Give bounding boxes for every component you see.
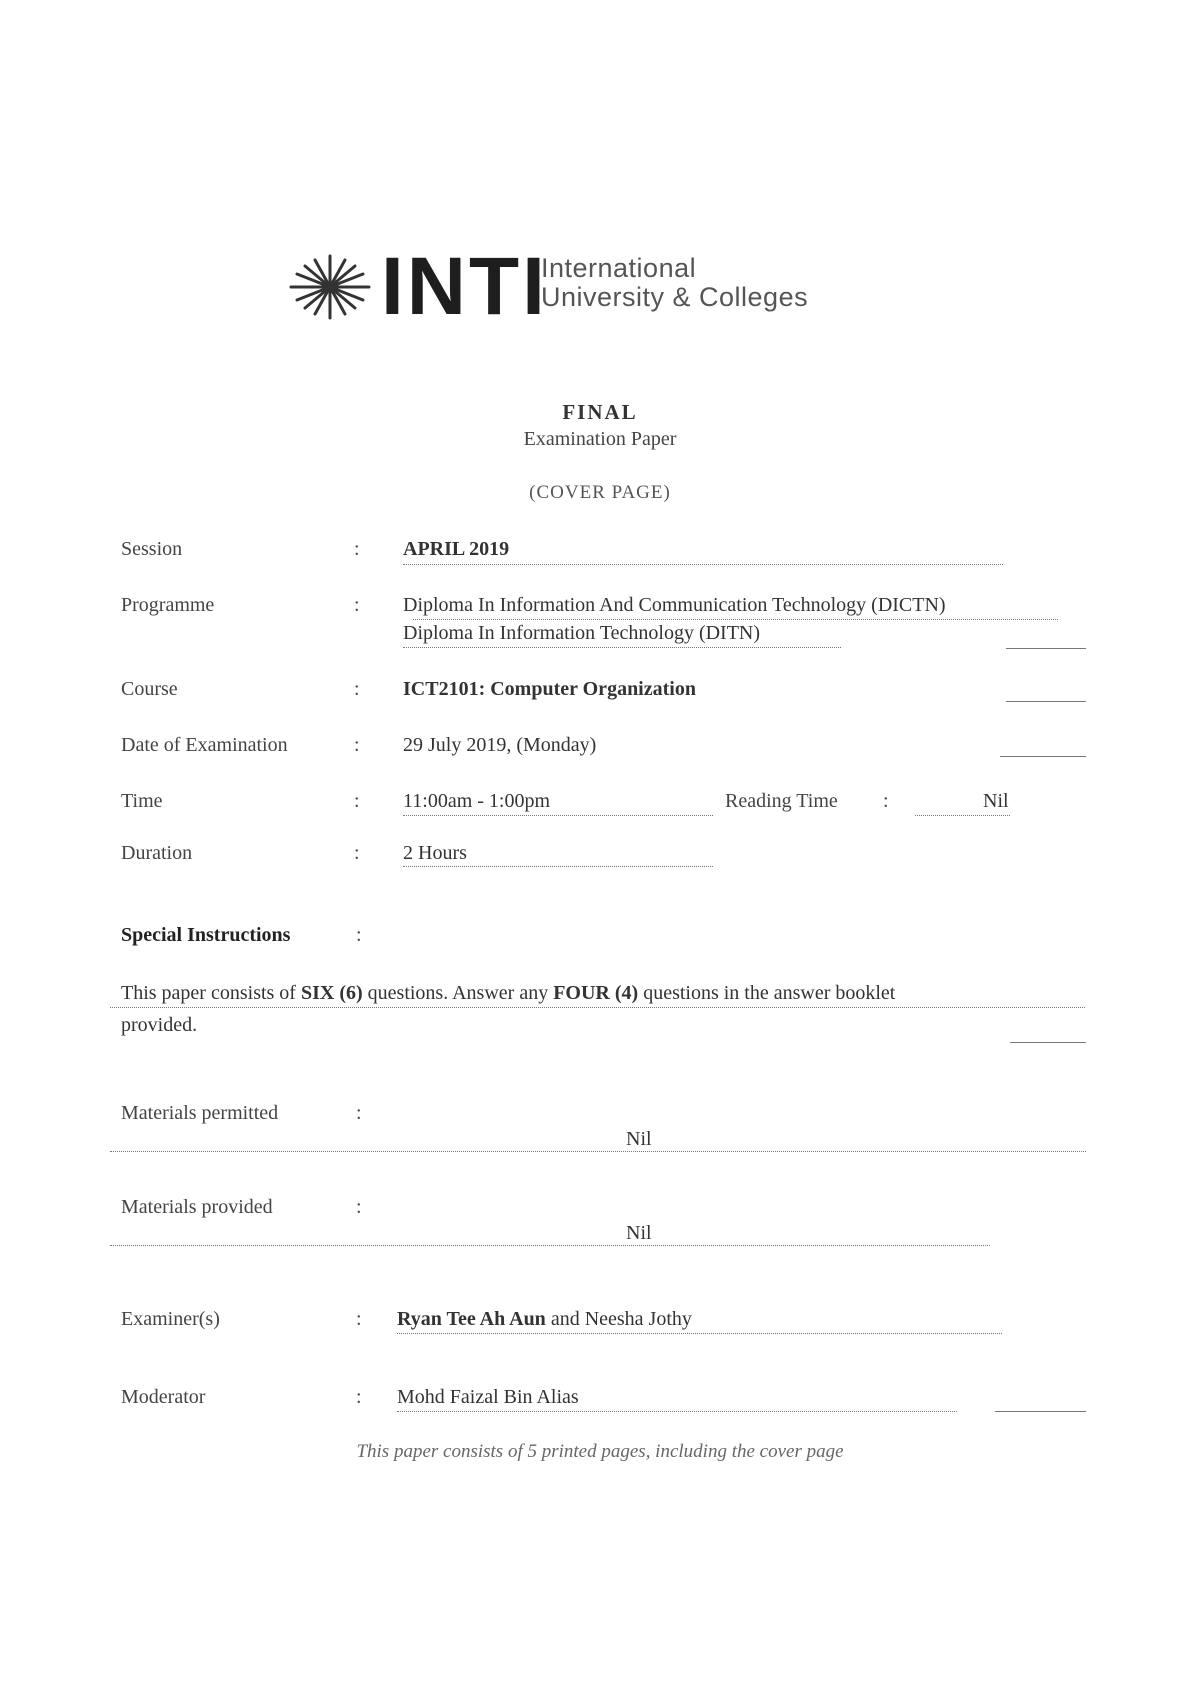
moderator-value: Mohd Faizal Bin Alias [397, 1386, 579, 1408]
session-colon: : [354, 538, 360, 560]
programme-label: Programme [121, 594, 215, 616]
duration-underline [403, 866, 713, 867]
examiners-underline [397, 1333, 1002, 1334]
special-four-count: FOUR (4) [553, 982, 639, 1004]
examiners-colon: : [356, 1308, 362, 1330]
final-heading: FINAL [562, 400, 638, 424]
examiners-label: Examiner(s) [121, 1308, 220, 1330]
special-instructions-label: Special Instructions [121, 924, 291, 946]
programme-line1: Diploma In Information And Communication Technology (DICTN) [403, 594, 946, 616]
reading-time-underline [915, 815, 1010, 816]
programme-underline2 [403, 647, 841, 648]
moderator-label: Moderator [121, 1386, 206, 1408]
materials-permitted-value: Nil [626, 1128, 652, 1150]
duration-colon: : [354, 842, 360, 864]
examiners-and: and [545, 1308, 585, 1330]
programme-dash [1006, 648, 1086, 649]
course-value: ICT2101: Computer Organization [403, 678, 696, 700]
time-label: Time [121, 790, 163, 812]
materials-permitted-label: Materials permitted [121, 1102, 279, 1124]
duration-label: Duration [121, 842, 193, 864]
special-instructions-line1 [121, 982, 895, 1005]
time-colon: : [354, 790, 360, 812]
course-colon: : [354, 678, 360, 700]
inti-logo-mark-icon [285, 252, 375, 322]
moderator-dash [995, 1411, 1086, 1412]
course-label: Course [121, 678, 178, 700]
time-value: 11:00am - 1:00pm [403, 790, 551, 812]
materials-provided-colon: : [356, 1196, 362, 1218]
special-instructions-line2: provided. [121, 1014, 198, 1036]
moderator-colon: : [356, 1386, 362, 1408]
logo-subtitle [541, 254, 808, 312]
cover-page-heading: (COVER PAGE) [529, 482, 671, 503]
special-text-a: This paper consists of [121, 982, 301, 1004]
special-underline1 [110, 1007, 1085, 1008]
logo-wordmark: INTI [381, 241, 548, 332]
examiners-value [397, 1308, 692, 1331]
programme-line2: Diploma In Information Technology (DITN) [403, 622, 761, 644]
programme-colon: : [354, 594, 360, 616]
date-value: 29 July 2019, (Monday) [403, 734, 597, 756]
examiner-name-1: Ryan Tee Ah Aun [397, 1308, 546, 1330]
logo-subtitle-line1: International [541, 253, 697, 283]
session-underline [403, 564, 1003, 565]
date-dash [1000, 756, 1086, 757]
materials-provided-value: Nil [626, 1222, 652, 1244]
programme-underline1 [413, 619, 1058, 620]
special-six-count: SIX (6) [300, 982, 363, 1004]
special-text-c: questions. Answer any [362, 982, 554, 1004]
time-underline [403, 815, 713, 816]
date-label: Date of Examination [121, 734, 288, 756]
materials-permitted-colon: : [356, 1102, 362, 1124]
reading-time-value: Nil [983, 790, 1009, 812]
materials-provided-label: Materials provided [121, 1196, 273, 1218]
reading-time-colon: : [883, 790, 889, 812]
examiner-name-2: Neesha Jothy [584, 1308, 692, 1330]
university-logo [285, 241, 845, 332]
moderator-underline [397, 1411, 957, 1412]
exam-paper-heading: Examination Paper [523, 428, 677, 450]
duration-value: 2 Hours [403, 842, 467, 864]
date-colon: : [354, 734, 360, 756]
special-dash [1010, 1042, 1086, 1043]
special-instructions-colon: : [356, 924, 362, 946]
materials-provided-underline [110, 1245, 990, 1246]
materials-permitted-underline [110, 1151, 1086, 1152]
reading-time-label: Reading Time [725, 790, 838, 812]
course-dash [1006, 701, 1086, 702]
special-text-e: questions in the answer booklet [638, 982, 896, 1004]
logo-subtitle-line2: University & Colleges [541, 282, 809, 312]
page-count-note: This paper consists of 5 printed pages, including the cover page [356, 1441, 844, 1462]
session-value: APRIL 2019 [403, 538, 510, 560]
session-label: Session [121, 538, 183, 560]
